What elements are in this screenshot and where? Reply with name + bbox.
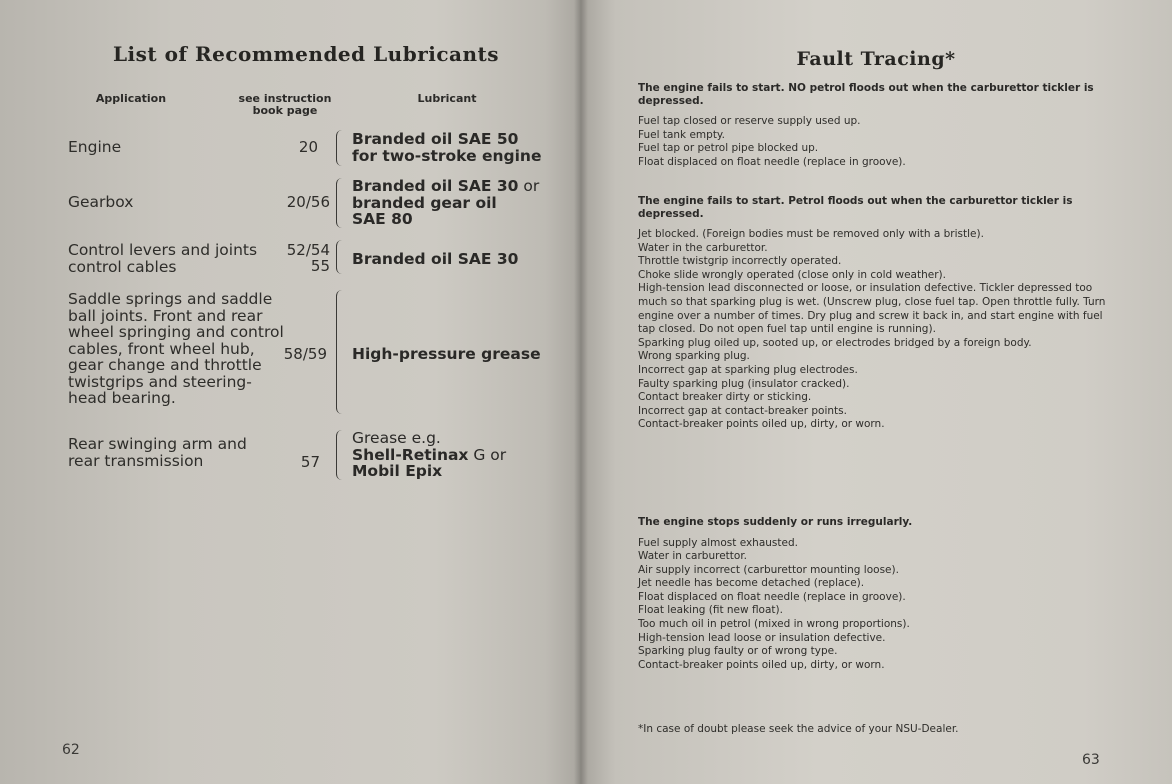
lubricant-line [352, 430, 506, 447]
lubricant-text: Mobil Epix [352, 462, 443, 480]
lubricant-text: SAE 80 [352, 210, 413, 228]
fault-section [638, 82, 1108, 169]
lubricant-line [352, 447, 506, 464]
fault-cause-list [638, 537, 1108, 673]
column-header-lubricant: Lubricant [417, 92, 477, 105]
page-ref-cell: 57 [300, 453, 320, 471]
application-cell: Rear swinging arm and rear transmission [68, 435, 247, 470]
fault-section [638, 195, 1108, 432]
lubricant-line [352, 346, 541, 363]
fault-section [638, 516, 1108, 672]
fault-cause-item: Float displaced on float needle (replace in groove). [638, 155, 906, 168]
lubricant-text: G or [468, 445, 507, 464]
fault-cause-item: Water in carburettor. [638, 550, 748, 563]
fault-cause-item: Fuel supply almost exhausted. [638, 536, 798, 549]
column-header-see-page: see instruction book page [238, 92, 332, 117]
fault-cause-item: Sparking plug oiled up, sooted up, or electrodes bridged by a foreign body. [638, 336, 1032, 349]
application-cell: Gearbox [68, 193, 134, 211]
lubricant-text: or [518, 177, 540, 195]
lubricant-text: Branded oil SAE 30 [352, 250, 519, 268]
application-cell: Saddle springs and saddle ball joints. Front and rear wheel springing and control cables, front wheel hub, gear change and throttle twistgrips and steering- head bearing. [68, 290, 284, 407]
fault-cause-item: Fuel tank empty. [638, 128, 725, 141]
lubricant-cell [352, 346, 541, 363]
fault-cause-item: Fuel tap or petrol pipe blocked up. [638, 142, 819, 155]
fault-cause-item: Contact-breaker points oiled up, dirty, or worn. [638, 658, 885, 671]
dealer-footnote: *In case of doubt please seek the advice of your NSU-Dealer. [638, 723, 959, 735]
fault-cause-item: Wrong sparking plug. [638, 350, 750, 363]
page-number-left: 62 [62, 742, 80, 758]
fault-cause-item: Faulty sparking plug (insulator cracked). [638, 377, 850, 390]
fault-tracing-title: Fault Tracing* [796, 48, 956, 70]
fault-cause-list [638, 115, 1108, 169]
fault-cause-item: Air supply incorrect (carburettor mounting loose). [638, 563, 899, 576]
lubricant-line [352, 148, 541, 165]
lubricant-text: Grease e.g. [352, 429, 441, 447]
application-cell: Control levers and joints control cables [68, 241, 258, 276]
fault-cause-item: Fuel tap closed or reserve supply used up. [638, 115, 861, 127]
fault-cause-item: Incorrect gap at sparking plug electrodes. [638, 363, 858, 376]
fault-cause-item: Contact breaker dirty or sticking. [638, 391, 812, 404]
page-number-right: 63 [1082, 752, 1100, 768]
fault-cause-item: High-tension lead disconnected or loose, or insulation defective. Tickler depressed too much so that sparking plug is wet. (Unscrew plug, close fuel tap. Open throttle fully. Turn engine over a number of times. Dry plug and screw it back in, and start engine with fuel tap closed. Do not open fuel tap until engine is running). [638, 282, 1106, 336]
lubricant-line [352, 463, 506, 480]
fault-cause-item: Float displaced on float needle (replace in groove). [638, 590, 906, 603]
fault-cause-item: Too much oil in petrol (mixed in wrong proportions). [638, 618, 910, 631]
book-gutter [574, 0, 588, 784]
curly-brace [336, 430, 345, 480]
fault-cause-item: Choke slide wrongly operated (close only in cold weather). [638, 268, 946, 281]
curly-brace [336, 290, 345, 414]
lubricant-line [352, 131, 541, 148]
lubricant-text: Branded oil SAE 30 [352, 177, 519, 195]
lubricant-text: High-pressure grease [352, 345, 541, 363]
lubricant-cell [352, 178, 539, 228]
fault-cause-item: Incorrect gap at contact-breaker points. [638, 404, 847, 417]
fault-cause-list [638, 228, 1108, 432]
fault-cause-item: Sparking plug faulty or of wrong type. [638, 645, 838, 658]
fault-section-heading: The engine stops suddenly or runs irregularly. [638, 516, 913, 528]
fault-cause-item: Contact-breaker points oiled up, dirty, or worn. [638, 418, 885, 431]
lubricant-text: branded gear oil [352, 193, 497, 212]
lubricant-text: for two-stroke engine [352, 146, 542, 165]
page-ref-cell: 52/54 55 [286, 241, 330, 275]
lubricant-text: Branded oil SAE 50 [352, 130, 519, 148]
lubricant-line [352, 195, 539, 212]
lubricant-cell [352, 430, 506, 480]
curly-brace [336, 130, 345, 166]
page-ref-cell: 58/59 [283, 345, 327, 363]
page-ref-cell: 20 [298, 138, 318, 156]
lubricant-cell [352, 131, 541, 164]
fault-cause-item: High-tension lead loose or insulation defective. [638, 631, 886, 644]
fault-cause-item: Jet blocked. (Foreign bodies must be removed only with a bristle). [638, 228, 984, 240]
fault-cause-item: Jet needle has become detached (replace). [638, 577, 865, 590]
lubricants-title: List of Recommended Lubricants [112, 42, 500, 66]
lubricant-line [352, 178, 539, 195]
lubricant-line [352, 251, 518, 268]
fault-cause-item: Water in the carburettor. [638, 241, 768, 254]
fault-cause-item: Throttle twistgrip incorrectly operated. [638, 255, 842, 268]
lubricant-text: Shell-Retinax [352, 445, 469, 464]
curly-brace [336, 240, 345, 274]
fault-section-heading: The engine fails to start. NO petrol floods out when the carburettor tickler is depressed. [638, 82, 1094, 107]
page-ref-cell: 20/56 [286, 193, 330, 211]
lubricant-line [352, 211, 539, 228]
curly-brace [336, 178, 345, 228]
lubricant-cell [352, 251, 518, 268]
application-cell: Engine [68, 138, 122, 156]
column-header-application: Application [95, 92, 167, 105]
fault-section-heading: The engine fails to start. Petrol floods out when the carburettor tickler is depressed. [638, 195, 1073, 220]
fault-cause-item: Float leaking (fit new float). [638, 604, 783, 617]
